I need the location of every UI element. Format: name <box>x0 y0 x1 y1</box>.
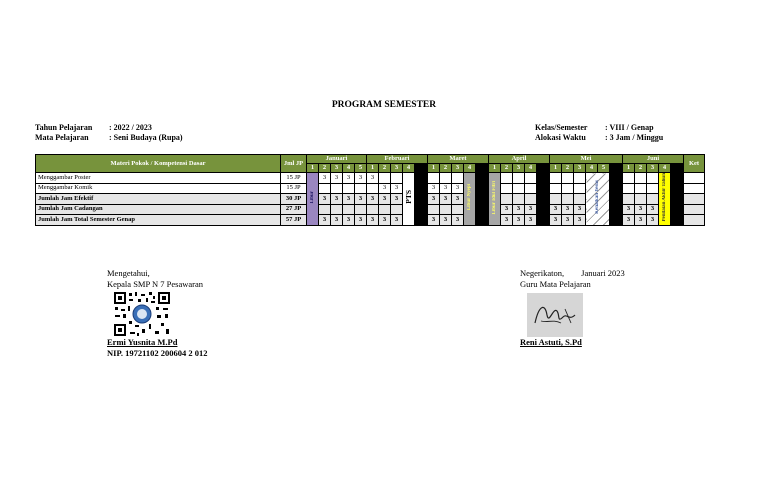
week-num: 5 <box>598 164 610 173</box>
week-num: 4 <box>586 164 598 173</box>
table-row: Jumlah Jam Efektif 30 JP 3 3 3 3 3 3 3 3 3 3 <box>36 194 705 205</box>
meta-left <box>35 123 183 143</box>
month-juni: Juni <box>623 155 684 164</box>
jp-cell: 15 JP <box>281 183 307 194</box>
qr-code-icon <box>113 291 171 337</box>
jp-cell: 27 JP <box>281 204 307 215</box>
week-num: 4 <box>659 164 671 173</box>
materi-cell: Menggambar Komik <box>36 183 281 194</box>
kepala-nip: NIP. 19721102 200604 2 012 <box>107 347 208 358</box>
mei-hatched-cell: Kenaikan Yesus <box>586 173 610 226</box>
header-materi: Materi Pokok / Kompetensi Dasar <box>36 155 281 173</box>
sign-left-line1: Mengetahui, <box>107 268 150 278</box>
program-semester-table <box>35 154 705 226</box>
meta-value: : VIII / Genap <box>605 123 654 132</box>
week-num: 4 <box>403 164 415 173</box>
pts-cell: PTS <box>403 173 415 226</box>
libur-april-cell: Libur Idul Fitri <box>489 173 501 226</box>
week-num: 3 <box>331 164 343 173</box>
kepala-name: Ermi Yusnita M.Pd <box>107 337 178 347</box>
month-mei: Mei <box>550 155 623 164</box>
table-row: Jumlah Jam Cadangan 27 JP 3 3 3 3 3 3 3 3 3 <box>36 204 705 215</box>
document-title: PROGRAM SEMESTER <box>331 100 437 110</box>
materi-cell: Jumlah Jam Cadangan <box>36 204 281 215</box>
meta-value: : 3 Jam / Minggu <box>605 133 664 142</box>
materi-cell: Jumlah Jam Total Semester Genap <box>36 215 281 226</box>
week-num: 1 <box>428 164 440 173</box>
pat-cell: Penilaian Akhir Tahun <box>659 173 671 226</box>
header-ket: Ket <box>684 155 705 173</box>
week-num: 2 <box>379 164 391 173</box>
meta-right <box>535 123 663 143</box>
materi-cell: Jumlah Jam Efektif <box>36 194 281 205</box>
table-row: Menggambar Poster 15 JP Libur 3 3 3 3 3 PTS Libur Nyepi Libur Idul Fitri Kenaikan Yesus Penilaian Akhir Tahun <box>36 173 705 184</box>
jp-cell: 57 JP <box>281 215 307 226</box>
guru-name: Reni Astuti, S.Pd <box>520 337 582 347</box>
week-num: 3 <box>452 164 464 173</box>
week-num: 1 <box>550 164 562 173</box>
meta-value: : Seni Budaya (Rupa) <box>109 133 183 142</box>
black-cell <box>415 164 428 173</box>
week-num: 1 <box>489 164 501 173</box>
black-cell <box>671 164 684 173</box>
meta-label: Mata Pelajaran <box>35 133 89 142</box>
materi-cell: Menggambar Poster <box>36 173 281 184</box>
week-num: 4 <box>464 164 476 173</box>
libur-maret-cell: Libur Nyepi <box>464 173 476 226</box>
week-num: 4 <box>525 164 537 173</box>
black-cell <box>476 164 489 173</box>
week-num: 5 <box>355 164 367 173</box>
week-num: 3 <box>513 164 525 173</box>
week-num: 2 <box>440 164 452 173</box>
sign-right-line1: Negerikaton, Januari 2023 <box>520 268 625 278</box>
libur-januari-cell: Libur <box>307 173 319 226</box>
week-num: 1 <box>367 164 379 173</box>
week-num: 2 <box>319 164 331 173</box>
week-num: 1 <box>307 164 319 173</box>
month-april: April <box>489 155 550 164</box>
week-num: 2 <box>635 164 647 173</box>
week-num: 2 <box>562 164 574 173</box>
header-jml-jp: Jml JP <box>281 155 307 173</box>
month-maret: Maret <box>428 155 489 164</box>
table-row: Menggambar Komik 15 JP 3 3 3 3 3 <box>36 183 705 194</box>
week-num: 1 <box>623 164 635 173</box>
meta-value: : 2022 / 2023 <box>109 123 152 132</box>
week-num: 3 <box>647 164 659 173</box>
jp-cell: 30 JP <box>281 194 307 205</box>
month-januari: Januari <box>307 155 367 164</box>
black-cell <box>610 164 623 173</box>
black-cell <box>537 164 550 173</box>
week-num: 4 <box>343 164 355 173</box>
week-num: 3 <box>574 164 586 173</box>
sign-left-line2: Kepala SMP N 7 Pesawaran <box>107 278 203 289</box>
table-row: Jumlah Jam Total Semester Genap 57 JP 3 3 3 3 3 3 3 3 3 3 3 3 3 3 3 3 3 3 3 <box>36 215 705 226</box>
week-num: 3 <box>391 164 403 173</box>
handwritten-signature-icon <box>527 293 583 337</box>
month-februari: Februari <box>367 155 428 164</box>
jp-cell: 15 JP <box>281 173 307 184</box>
sign-right-line2: Guru Mata Pelajaran <box>520 278 591 289</box>
meta-label: Kelas/Semester <box>535 123 588 132</box>
meta-label: Tahun Pelajaran <box>35 123 93 132</box>
meta-label: Alokasi Waktu <box>535 133 586 142</box>
week-num: 2 <box>501 164 513 173</box>
